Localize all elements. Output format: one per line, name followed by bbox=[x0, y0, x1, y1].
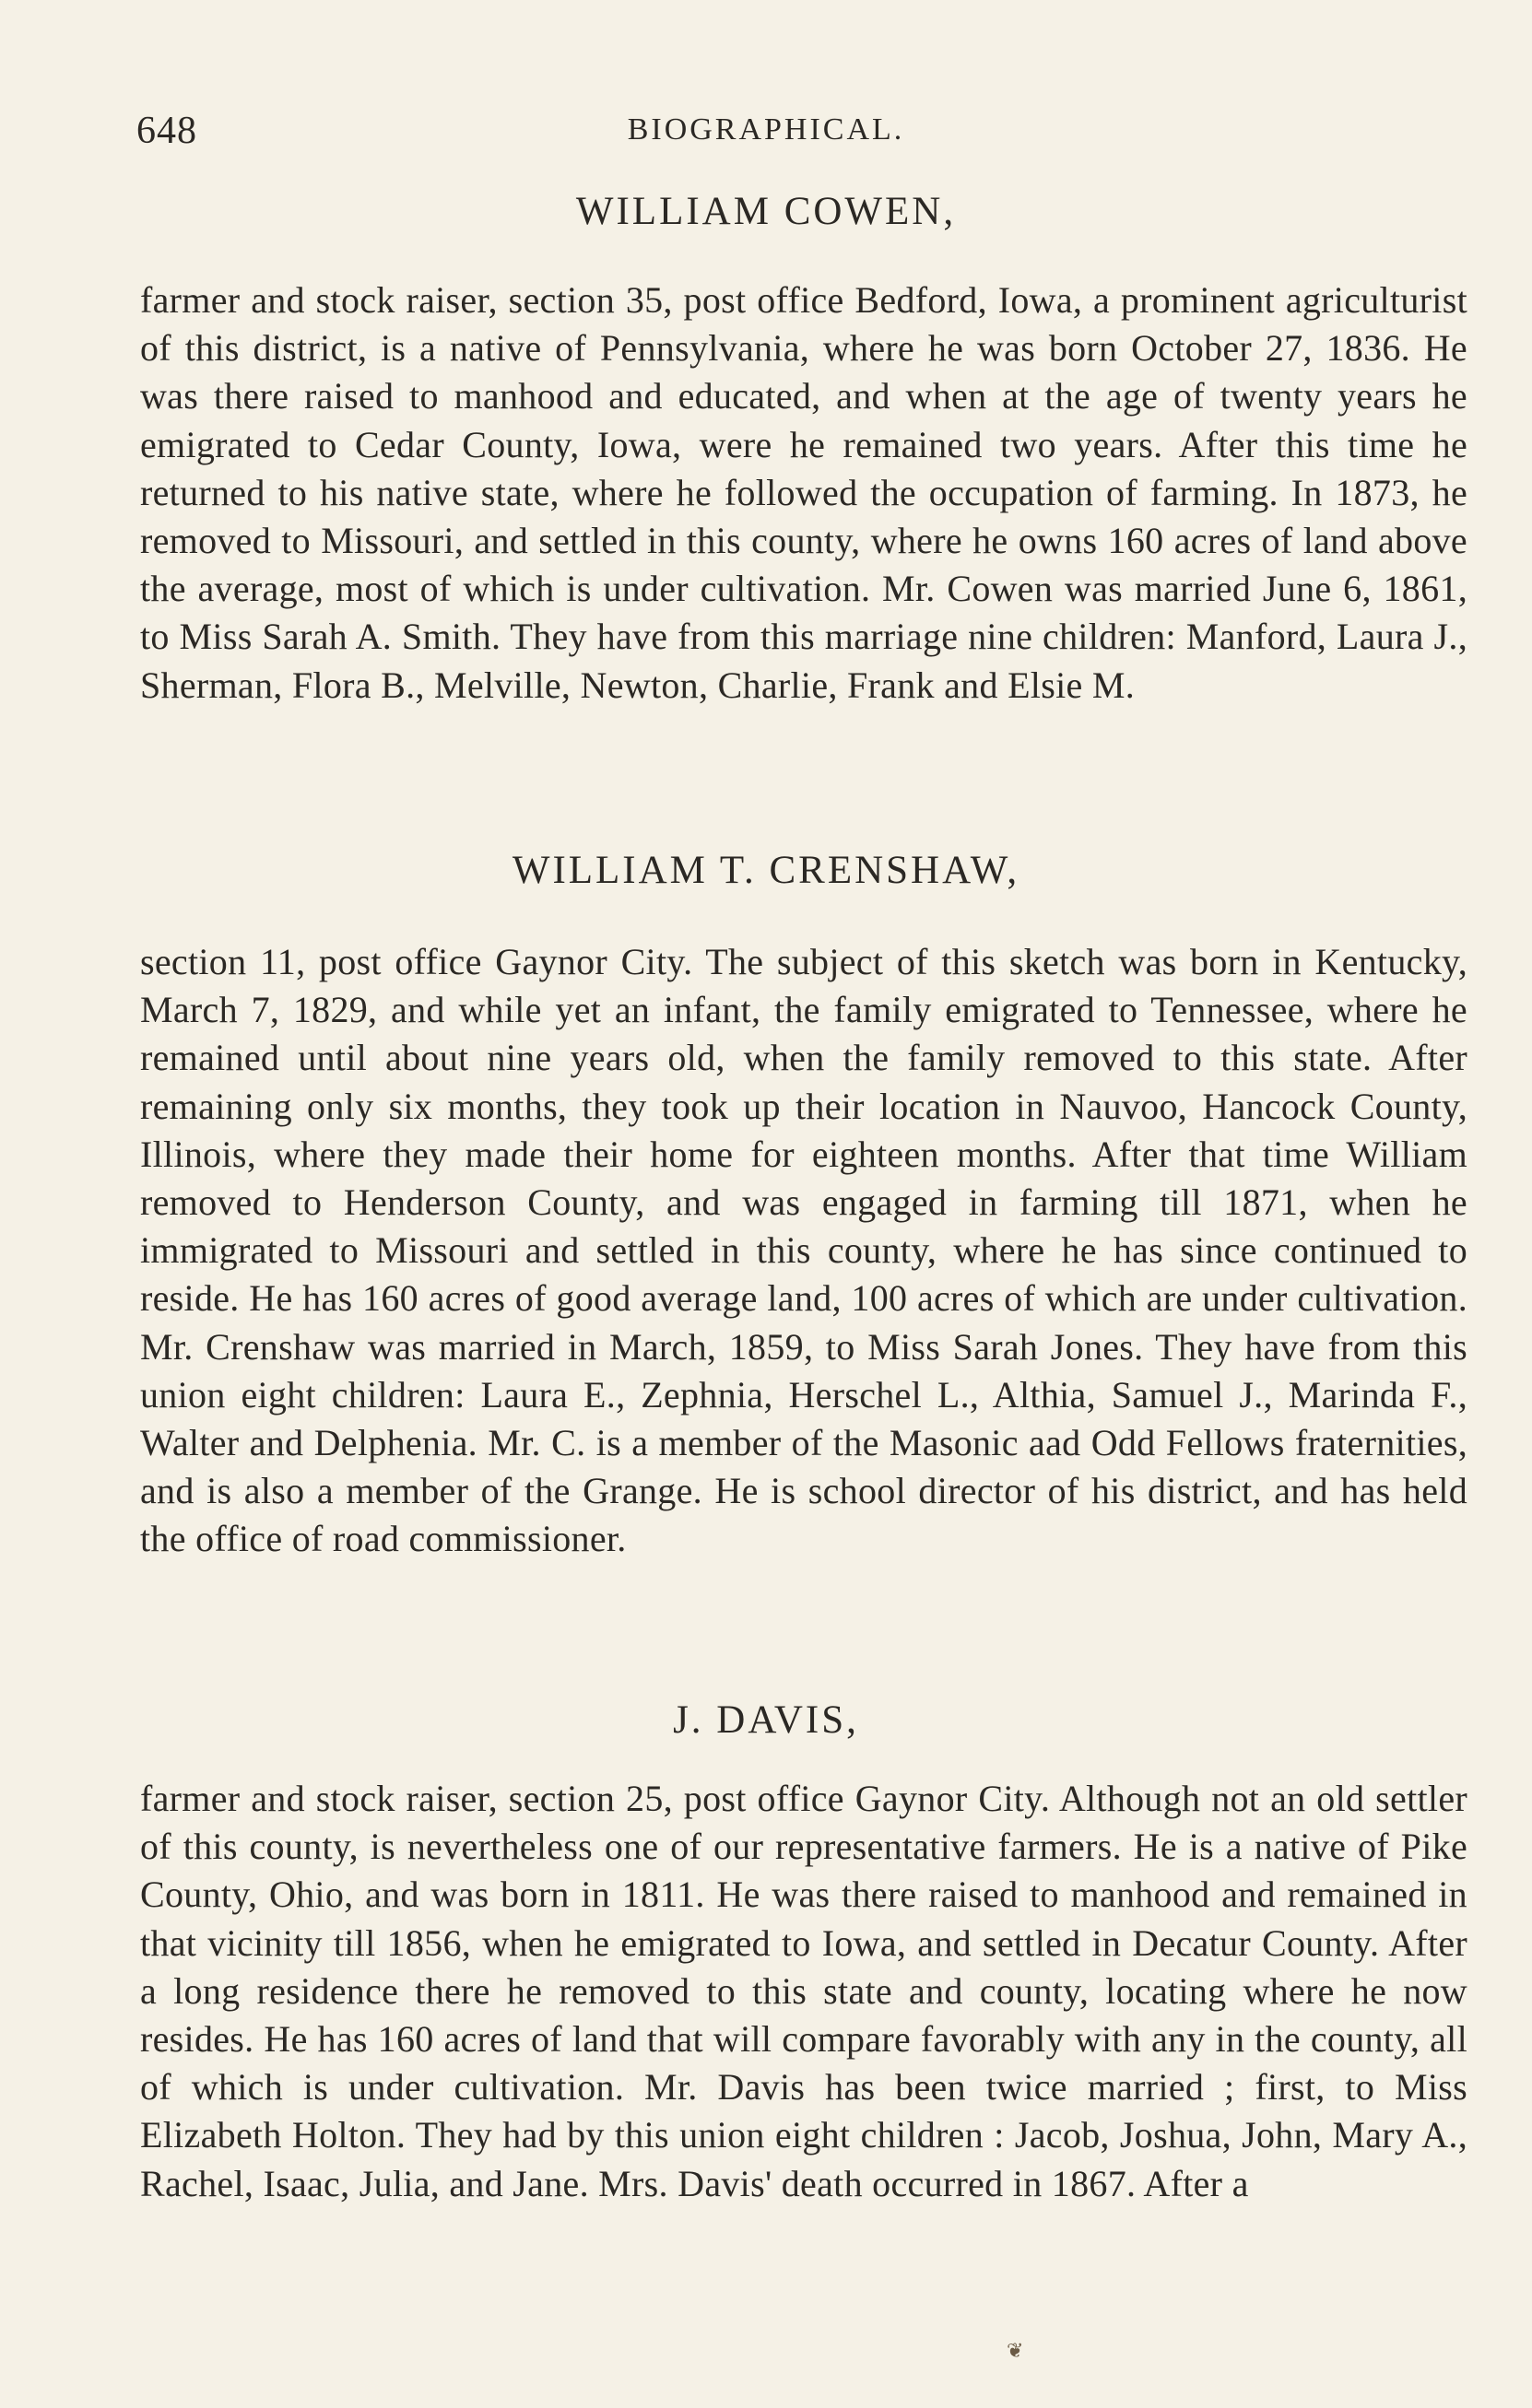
running-head: BIOGRAPHICAL. bbox=[627, 112, 905, 147]
entry-title: WILLIAM T. CRENSHAW, bbox=[512, 849, 1020, 892]
entry-body: farmer and stock raiser, section 35, post office Bedford, Iowa, a prominent agriculturist of this district, is a native of Pennsylvania, where he was born October 27, 1836. He was there raised to manhood and educated, and when at the age of twenty years he emigrated to Cedar County, Iowa, were he remained two years. After this time he returned to his native state, where he followed the occupation of farming. In 1873, he removed to Missouri, and settled in this county, where he owns 160 acres of land above the average, most of which is under cultivation. Mr. Cowen was married June 6, 1861, to Miss Sarah A. Smith. They have from this marriage nine children: Manford, Laura J., Sherman, Flora B., Melville, Newton, Charlie, Frank and Elsie M. bbox=[140, 279, 1467, 706]
entry-body: section 11, post office Gaynor City. The subject of this sketch was born in Kentucky, March 7, 1829, and while yet an infant, the family emigrated to Tennessee, where he remained until about nine years old, when the family removed to this state. After remaining only six months, they took up their location in Nauvoo, Hancock County, Illinois, where they made their home for eighteen months. After that time William removed to Henderson County, and was engaged in farming till 1871, when he immigrated to Missouri and settled in this county, where he has since continued to reside. He has 160 acres of good average land, 100 acres of which are under cultivation. Mr. Crenshaw was married in March, 1859, to Miss Sarah Jones. They have from this union eight children: Laura E., Zephnia, Herschel L., Althia, Samuel J., Marinda F., Walter and Delphenia. Mr. C. is a member of the Masonic aad Odd Fellows fraternities, and is also a member of the Grange. He is school director of his district, and has held the office of road commissioner. bbox=[140, 941, 1467, 1560]
entry-body: farmer and stock raiser, section 25, post office Gaynor City. Although not an old settler of this county, is nevertheless one of our representative farmers. He is a native of Pike County, Ohio, and was born in 1811. He was there raised to manhood and remained in that vicinity till 1856, when he emigrated to Iowa, and settled in Decatur County. After a long residence there he removed to this state and county, locating where he now resides. He has 160 acres of land that will compare favorably with any in the county, all of which is under cultivation. Mr. Davis has been twice married ; first, to Miss Elizabeth Holton. They had by this union eight children : Jacob, Joshua, John, Mary A., Rachel, Isaac, Julia, and Jane. Mrs. Davis' death occurred in 1867. After a bbox=[140, 1778, 1467, 2204]
page-number: 648 bbox=[136, 110, 197, 152]
entry-title: WILLIAM COWEN, bbox=[575, 190, 957, 233]
printer-ornament-icon: ❦ bbox=[1007, 2339, 1024, 2362]
entry-title: J. DAVIS, bbox=[673, 1698, 859, 1742]
